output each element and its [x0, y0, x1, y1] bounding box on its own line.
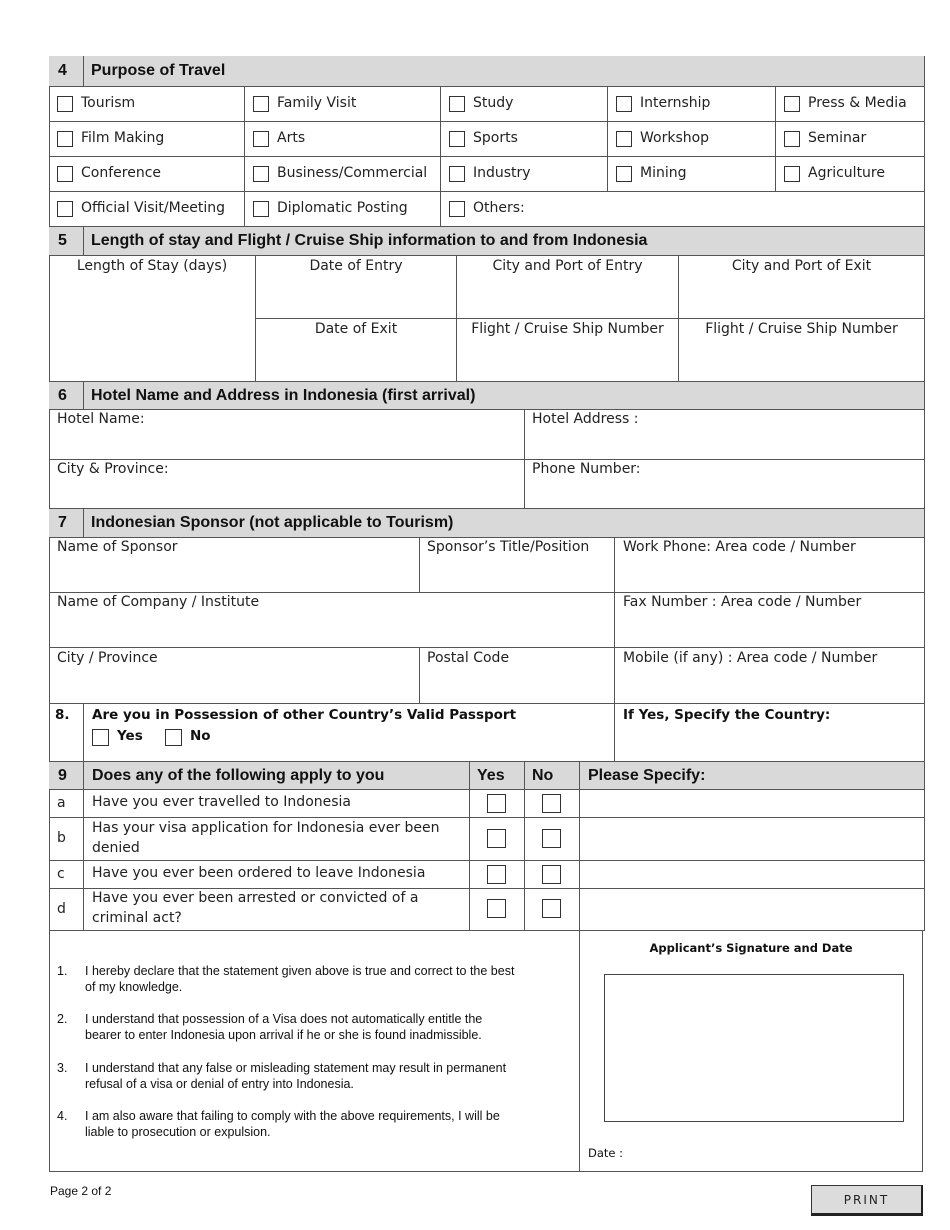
question-text: Have you ever been ordered to leave Indonesia — [92, 865, 426, 881]
question-letter-cell — [49, 790, 84, 818]
declaration-item-line: of my knowledge. — [85, 980, 183, 994]
yes-cell — [470, 790, 525, 818]
no-column-header — [525, 762, 580, 790]
sports-label: Sports — [473, 130, 518, 146]
print-button[interactable]: PRINT — [811, 1185, 923, 1216]
date-of-exit-field[interactable] — [256, 319, 457, 382]
postal-code-field[interactable] — [420, 648, 615, 704]
question-letter-cell — [49, 861, 84, 889]
purpose-cell — [608, 122, 776, 157]
section-5-title: Length of stay and Flight / Cruise Ship information to and from Indonesia — [91, 232, 648, 249]
specify-field[interactable] — [580, 861, 925, 889]
seminar-label: Seminar — [808, 130, 867, 146]
tourism-label: Tourism — [81, 95, 136, 111]
mining-checkbox[interactable] — [616, 166, 632, 182]
section-7-number-divider — [83, 509, 84, 538]
study-label: Study — [473, 95, 514, 111]
hotel-name-field[interactable] — [49, 410, 525, 460]
declaration-item-line: I hereby declare that the statement given above is true and correct to the best — [85, 964, 515, 978]
date-label: Date : — [588, 1146, 624, 1160]
section-4-title: Purpose of Travel — [91, 62, 226, 79]
sponsor-title-label: Sponsor’s Title/Position — [427, 539, 590, 555]
fax-field[interactable] — [615, 593, 925, 648]
date-of-entry-label: Date of Entry — [309, 258, 403, 274]
purpose-cell — [441, 157, 608, 192]
conference-checkbox[interactable] — [57, 166, 73, 182]
section-4-number: 4 — [58, 62, 67, 79]
declaration-item — [57, 1011, 567, 1043]
diplomatic-posting-checkbox[interactable] — [253, 201, 269, 217]
no-cell — [525, 818, 580, 861]
specify-field[interactable] — [580, 889, 925, 931]
declaration-item-line: I am also aware that failing to comply with the above requirements, I will be — [85, 1109, 500, 1123]
specify-column-label: Please Specify: — [588, 767, 706, 784]
signature-field[interactable] — [604, 974, 904, 1122]
page-indicator: Page 2 of 2 — [50, 1184, 112, 1198]
length-of-stay-label: Length of Stay (days) — [76, 258, 228, 274]
purpose-cell — [441, 122, 608, 157]
yes-cell — [470, 861, 525, 889]
internship-label: Internship — [640, 95, 711, 111]
sponsor-city-field[interactable] — [49, 648, 420, 704]
signature-title: Applicant’s Signature and Date — [649, 941, 853, 955]
question-letter: d — [57, 901, 66, 917]
specify-column-header — [580, 762, 925, 790]
purpose-cell — [441, 192, 925, 227]
flight-number-entry-field[interactable] — [457, 319, 679, 382]
section-6-number-divider — [83, 382, 84, 410]
arts-label: Arts — [277, 130, 306, 146]
work-phone-field[interactable] — [615, 538, 925, 593]
sponsor-name-label: Name of Sponsor — [57, 539, 178, 555]
question-cell — [84, 861, 470, 889]
declaration-item-line: liable to prosecution or expulsion. — [85, 1125, 271, 1139]
mobile-field[interactable] — [615, 648, 925, 704]
mining-label: Mining — [640, 165, 687, 181]
film-making-checkbox[interactable] — [57, 131, 73, 147]
section-8-number-cell — [49, 704, 84, 762]
section-5-number: 5 — [58, 232, 67, 249]
declaration-item-number: 2. — [57, 1012, 68, 1026]
section-9-title-cell — [84, 762, 470, 790]
declaration-item-line: I understand that any false or misleading statement may result in permanent — [85, 1061, 507, 1075]
sponsor-name-field[interactable] — [49, 538, 420, 593]
purpose-cell — [608, 157, 776, 192]
section-7-number: 7 — [58, 514, 67, 531]
declaration-item-line: refusal of a visa or denial of entry into Indonesia. — [85, 1077, 354, 1091]
date-of-entry-field[interactable] — [256, 256, 457, 319]
flight-number-entry-label: Flight / Cruise Ship Number — [471, 321, 664, 337]
city-port-exit-label: City and Port of Exit — [731, 258, 872, 274]
film-making-label: Film Making — [81, 130, 165, 146]
visa-denied-no-checkbox[interactable] — [542, 829, 561, 848]
travelled-no-checkbox[interactable] — [542, 794, 561, 813]
section-8-number: 8. — [55, 707, 70, 723]
section-9-number-cell — [49, 762, 84, 790]
passport-no-label: No — [190, 728, 211, 744]
declaration-item-number: 4. — [57, 1109, 68, 1123]
purpose-cell — [245, 157, 441, 192]
business-commercial-checkbox[interactable] — [253, 166, 269, 182]
question-cell — [84, 818, 470, 861]
specify-field[interactable] — [580, 790, 925, 818]
family-visit-checkbox[interactable] — [253, 96, 269, 112]
fax-label: Fax Number : Area code / Number — [623, 594, 862, 610]
declaration-item — [57, 963, 567, 995]
declaration-item-line: I understand that possession of a Visa does not automatically entitle the — [85, 1012, 483, 1026]
question-letter-cell — [49, 889, 84, 931]
travelled-yes-checkbox[interactable] — [487, 794, 506, 813]
passport-no-checkbox[interactable] — [165, 729, 182, 746]
section-5-number-divider — [83, 227, 84, 256]
question-cell — [84, 889, 470, 931]
sponsor-city-label: City / Province — [57, 650, 158, 666]
company-field[interactable] — [49, 593, 615, 648]
arts-checkbox[interactable] — [253, 131, 269, 147]
date-of-exit-label: Date of Exit — [314, 321, 398, 337]
section-7-title: Indonesian Sponsor (not applicable to Tourism) — [91, 514, 454, 531]
seminar-checkbox[interactable] — [784, 131, 800, 147]
question-text-continued: denied — [92, 840, 140, 856]
city-port-entry-field[interactable] — [457, 256, 679, 319]
purpose-cell — [49, 157, 245, 192]
sponsor-title-field[interactable] — [420, 538, 615, 593]
declaration-divider — [579, 930, 580, 1171]
section-9-title: Does any of the following apply to you — [92, 767, 385, 784]
question-letter: a — [57, 795, 66, 811]
diplomatic-posting-label: Diplomatic Posting — [277, 200, 408, 216]
internship-checkbox[interactable] — [616, 96, 632, 112]
city-port-exit-field[interactable] — [679, 256, 925, 319]
purpose-cell — [49, 192, 245, 227]
company-label: Name of Company / Institute — [57, 594, 260, 610]
section-9-number: 9 — [58, 767, 67, 784]
purpose-cell — [776, 87, 925, 122]
yes-column-label: Yes — [477, 767, 505, 784]
industry-label: Industry — [473, 165, 531, 181]
official-visit-label: Official Visit/Meeting — [81, 200, 226, 216]
tourism-checkbox[interactable] — [57, 96, 73, 112]
passport-yes-label: Yes — [117, 728, 143, 744]
declaration-item-line: bearer to enter Indonesia upon arrival if he or she is found inadmissible. — [85, 1028, 482, 1042]
others-checkbox[interactable] — [449, 201, 465, 217]
mobile-label: Mobile (if any) : Area code / Number — [623, 650, 878, 666]
yes-cell — [470, 818, 525, 861]
phone-number-label: Phone Number: — [532, 461, 641, 477]
length-of-stay-field[interactable] — [49, 256, 256, 382]
hotel-address-field[interactable] — [525, 410, 925, 460]
question-letter-cell — [49, 818, 84, 861]
family-visit-label: Family Visit — [277, 95, 357, 111]
ordered-leave-no-checkbox[interactable] — [542, 865, 561, 884]
section-4-header — [49, 56, 925, 87]
purpose-cell — [245, 87, 441, 122]
yes-cell — [470, 889, 525, 931]
press-media-label: Press & Media — [808, 95, 907, 111]
question-cell — [84, 790, 470, 818]
phone-number-field[interactable] — [525, 460, 925, 509]
flight-number-exit-field[interactable] — [679, 319, 925, 382]
section-4-number-divider — [83, 56, 84, 87]
business-commercial-label: Business/Commercial — [277, 165, 428, 181]
passport-yes-checkbox[interactable] — [92, 729, 109, 746]
section-8-question: Are you in Possession of other Country’s Valid Passport — [92, 707, 517, 723]
declaration-item-number: 3. — [57, 1061, 68, 1075]
declaration-item — [57, 1060, 567, 1092]
purpose-cell — [776, 157, 925, 192]
declaration-item — [57, 1108, 567, 1140]
question-text: Have you ever travelled to Indonesia — [92, 794, 352, 810]
question-letter: b — [57, 830, 66, 846]
specify-country-field[interactable] — [615, 704, 925, 762]
purpose-cell — [608, 87, 776, 122]
agriculture-checkbox[interactable] — [784, 166, 800, 182]
purpose-cell — [49, 122, 245, 157]
question-letter: c — [57, 866, 65, 882]
specify-country-label: If Yes, Specify the Country: — [623, 707, 831, 723]
section-5-header — [49, 227, 925, 256]
study-checkbox[interactable] — [449, 96, 465, 112]
visa-denied-yes-checkbox[interactable] — [487, 829, 506, 848]
city-province-field[interactable] — [49, 460, 525, 509]
no-cell — [525, 889, 580, 931]
yes-column-header — [470, 762, 525, 790]
section-6-title: Hotel Name and Address in Indonesia (first arrival) — [91, 387, 476, 404]
conference-label: Conference — [81, 165, 162, 181]
section-6-number: 6 — [58, 387, 67, 404]
others-label: Others: — [473, 200, 525, 216]
industry-checkbox[interactable] — [449, 166, 465, 182]
postal-code-label: Postal Code — [427, 650, 510, 666]
question-text: Have you ever been arrested or convicted of a — [92, 890, 419, 906]
purpose-cell — [245, 192, 441, 227]
no-column-label: No — [532, 767, 554, 784]
question-text: Has your visa application for Indonesia ever been — [92, 820, 440, 836]
city-port-entry-label: City and Port of Entry — [492, 258, 643, 274]
question-text-continued: criminal act? — [92, 910, 182, 926]
arrested-yes-checkbox[interactable] — [487, 899, 506, 918]
agriculture-label: Agriculture — [808, 165, 885, 181]
purpose-cell — [245, 122, 441, 157]
purpose-cell — [49, 87, 245, 122]
press-media-checkbox[interactable] — [784, 96, 800, 112]
section-6-header — [49, 382, 925, 410]
arrested-no-checkbox[interactable] — [542, 899, 561, 918]
declaration-item-number: 1. — [57, 964, 68, 978]
sports-checkbox[interactable] — [449, 131, 465, 147]
hotel-address-label: Hotel Address : — [532, 411, 639, 427]
no-cell — [525, 790, 580, 818]
purpose-cell — [441, 87, 608, 122]
section-8-question-cell — [84, 704, 615, 762]
workshop-label: Workshop — [640, 130, 710, 146]
no-cell — [525, 861, 580, 889]
flight-number-exit-label: Flight / Cruise Ship Number — [705, 321, 898, 337]
workshop-checkbox[interactable] — [616, 131, 632, 147]
section-7-header — [49, 509, 925, 538]
specify-field[interactable] — [580, 818, 925, 861]
work-phone-label: Work Phone: Area code / Number — [623, 539, 856, 555]
city-province-label: City & Province: — [57, 461, 169, 477]
official-visit-checkbox[interactable] — [57, 201, 73, 217]
hotel-name-label: Hotel Name: — [57, 411, 145, 427]
ordered-leave-yes-checkbox[interactable] — [487, 865, 506, 884]
purpose-cell — [776, 122, 925, 157]
